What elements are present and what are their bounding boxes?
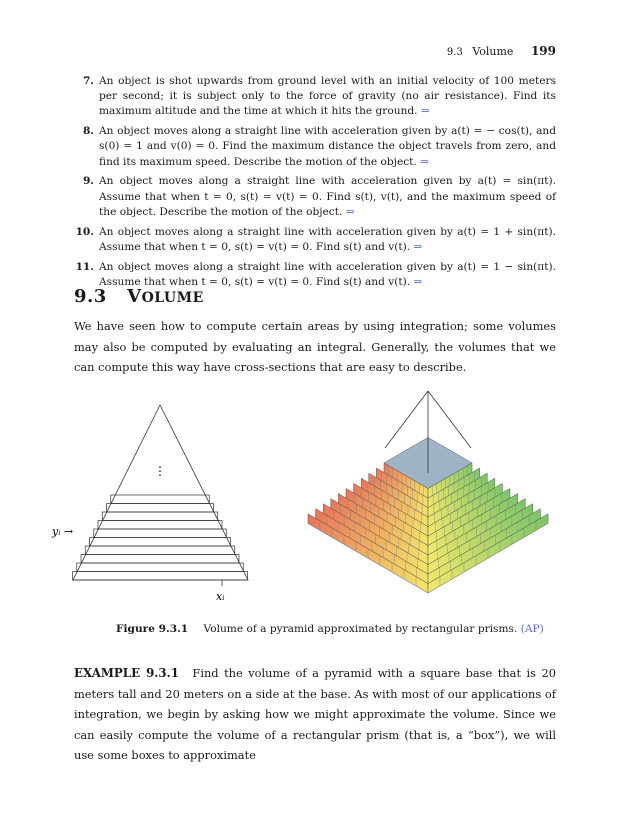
approximating-rectangle [94,529,227,538]
caption-label: Figure 9.3.1 [116,623,189,635]
example-label: EXAMPLE 9.3.1 [74,666,179,680]
caption-text: Volume of a pyramid approximated by rectangular prisms. [203,623,518,635]
y-label: yᵢ → [52,525,74,538]
answer-link-arrow[interactable]: ⇒ [420,155,430,168]
stepped-pyramid-figure [300,388,556,603]
exercise-item [74,124,556,170]
approximating-rectangle [111,495,210,504]
answer-link-arrow[interactable]: ⇒ [413,275,423,288]
exercise-item [74,74,556,120]
section-title-capital: V [127,286,142,307]
exercise-number: 7. [82,75,94,87]
exercise-number: 11. [75,260,94,273]
exercise-text: An object moves along a straight line with acceleration given by a(t) = 1 + sin(πt). Assume that when t = 0, s(t) = v(t) = 0. Find s(t) and v(t). [99,225,556,253]
section-number: 9.3 [74,286,107,307]
vertical-dots: ⋮ [154,464,166,478]
triangle-outline [73,405,248,580]
approximating-rectangles [73,495,248,580]
exercise-text: An object moves along a straight line with acceleration given by a(t) = − cos(t), and s(0) = 1 and v(0) = 0. Find the maximum distance the object travels from zero, and find its maximum speed. Describe the motion of the object. [99,125,556,168]
section-title-rest: OLUME [141,290,204,306]
section-heading [74,286,204,307]
answer-link-arrow[interactable]: ⇒ [413,240,423,253]
exercise-text: An object is shot upwards from ground level with an initial velocity of 100 meters per second; it is subject only to the force of gravity (no air resistance). Find its maximum altitude and the time at which it hits the ground. [99,75,556,118]
running-header [447,44,556,58]
exercise-list [74,74,556,295]
example-paragraph [74,663,556,766]
exercise-text: An object moves along a straight line with acceleration given by a(t) = 1 − sin(πt). Assume that when t = 0, s(t) = v(t) = 0. Find s(t) and v(t). [99,260,556,288]
answer-link-arrow[interactable]: ⇒ [345,205,355,218]
approximating-rectangle [90,538,231,547]
caption-ap-link[interactable]: (AP) [520,623,544,635]
approximating-rectangle [102,512,218,521]
exercise-number: 9. [82,175,94,188]
exercise-item [74,225,556,255]
intro-paragraph: We have seen how to compute certain areas by using integration; some volumes may also be computed by evaluating an integral. Generally, the volumes that we can compute this way have cross-sections that are easy to describe. [74,319,556,374]
approximating-rectangle [77,563,244,572]
header-section-number: 9.3 [446,47,463,58]
exercise-number: 10. [75,225,94,238]
approximating-rectangle [73,572,248,581]
exercise-text: An object moves along a straight line with acceleration given by a(t) = sin(πt). Assume that when t = 0, s(t) = v(t) = 0. Find s(t), v(t), and the maximum speed of the object. Describe the motion of the object. [99,175,556,218]
approximating-rectangle [98,521,222,530]
exercise-item [74,174,556,220]
exercise-number: 8. [82,125,94,138]
header-section-title: Volume [472,45,514,58]
approximating-rectangle [107,504,214,513]
x-label: xᵢ [216,590,225,603]
cross-section-diagram [50,395,260,610]
example-text: Find the volume of a pyramid with a square base that is 20 meters tall and 20 meters on a side at the base. As with most of our applications of integration, we begin by asking how we might approximate the volume. Since we can easily compute the volume of a rectangular prism (that is, a “box”), we will use some boxes to approximate [74,666,557,762]
approximating-rectangle [81,555,239,564]
answer-link-arrow[interactable]: ⇒ [420,105,430,118]
figure-caption [116,623,544,635]
approximating-rectangle [85,546,235,555]
page-number: 199 [530,44,556,58]
